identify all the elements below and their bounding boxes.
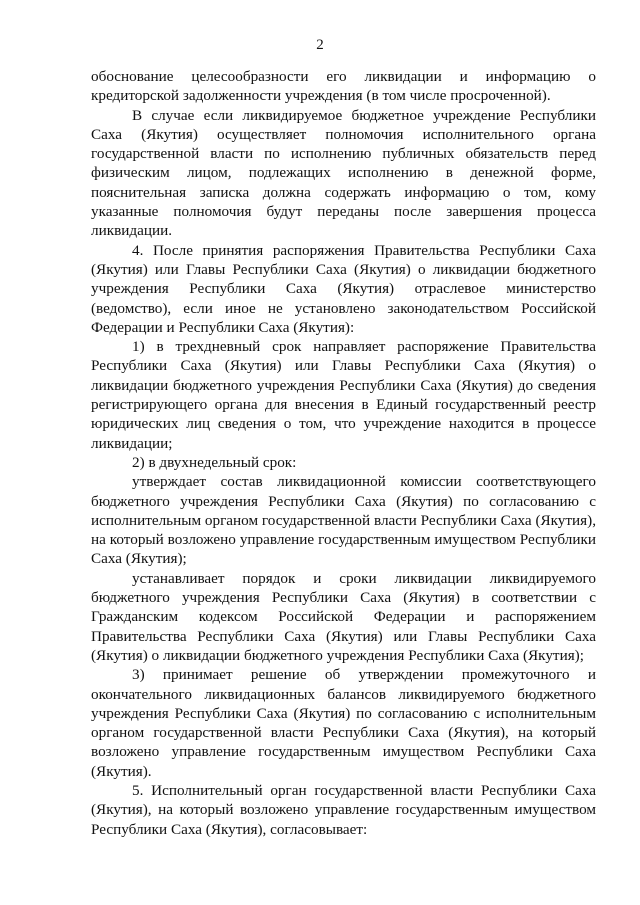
paragraph-item-4: 4. После принятия распоряжения Правительства Республики Саха (Якутия) или Главы Республики Саха (Якутия) о ликвидации бюджетного учреждения Республики Саха (Якутия) отраслевое министерство (ведомство), если иное не установлено законодательством Российской Федерации и Республики Саха (Якутия): <box>91 241 596 336</box>
paragraph-item-5: 5. Исполнительный орган государственной власти Республики Саха (Якутия), на который возложено управление государственным имуществом Республики Саха (Якутия), согласовывает: <box>91 781 596 838</box>
paragraph-liquidation-procedure: устанавливает порядок и сроки ликвидации ликвидируемого бюджетного учреждения Республики Саха (Якутия) в соответствии с Гражданским кодексом Российской Федерации и распоряжением Правительства Республики Саха (Якутия) или Главы Республики Саха (Якутия) о ликвидации бюджетного учреждения Республики Саха (Якутия); <box>91 569 596 664</box>
paragraph-justification-continued: обоснование целесообразности его ликвидации и информацию о кредиторской задолженности учреждения (в том числе просроченной). <box>91 68 596 105</box>
page-number: 2 <box>316 37 324 53</box>
paragraph-subitem-3: 3) принимает решение об утверждении промежуточного и окончательного ликвидационных балансов ликвидируемого бюджетного учреждения Республики Саха (Якутия) по согласованию с исполнительным органом государственной власти Республики Саха (Якутия), на который возложено управление государственным имуществом Республики Саха (Якутия). <box>91 666 596 780</box>
paragraph-subitem-2: 2) в двухнедельный срок: <box>132 453 297 471</box>
paragraph-commission-approval: утверждает состав ликвидационной комиссии соответствующего бюджетного учреждения Республики Саха (Якутия) по согласованию с исполнительным органом государственной власти Республики Саха (Якутия), на который возложено управление государственным имуществом Республики Саха (Якутия); <box>91 473 596 568</box>
document-body <box>91 67 596 839</box>
paragraph-subitem-1: 1) в трехдневный срок направляет распоряжение Правительства Республики Саха (Якутия) или Главы Республики Саха (Якутия) о ликвидации бюджетного учреждения Республики Саха (Якутия) до сведения регистрирующего органа для внесения в Единый государственный реестр юридических лиц сведения о том, что учреждение находится в процессе ликвидации; <box>91 338 596 452</box>
paragraph-public-obligations: В случае если ликвидируемое бюджетное учреждение Республики Саха (Якутия) осуществляет полномочия исполнительного органа государственной власти по исполнению публичных обязательств перед физическим лицом, подлежащих исполнению в денежной форме, пояснительная записка должна содержать информацию о том, кому указанные полномочия будут переданы после завершения процесса ликвидации. <box>91 106 596 240</box>
